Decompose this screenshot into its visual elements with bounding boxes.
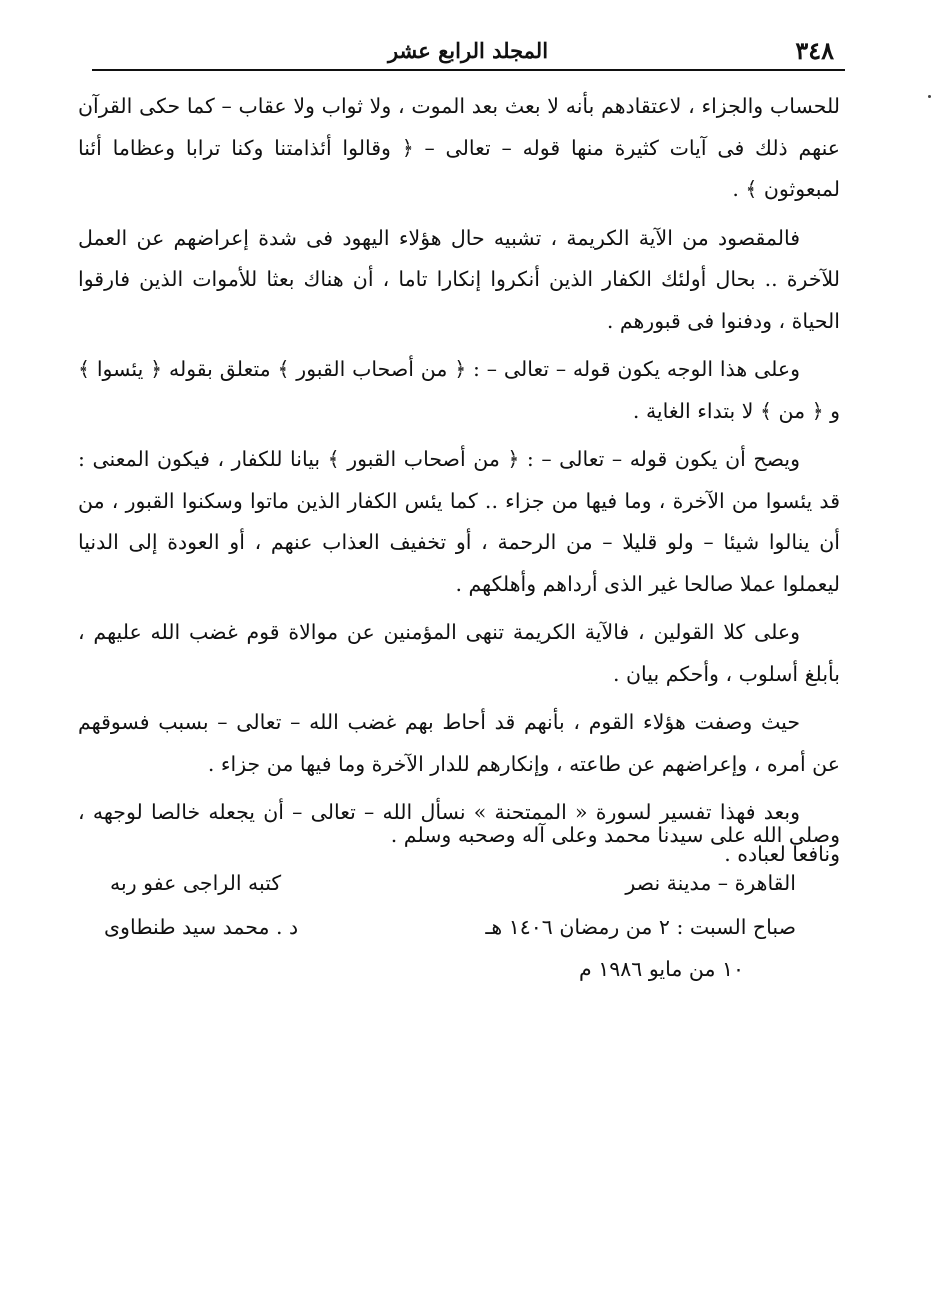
closing-prayer: وصلى الله على سيدنا محمد وعلى آله وصحبه وسلم . [390, 823, 840, 847]
paragraph: وعلى كلا القولين ، فالآية الكريمة تنهى المؤمنين عن موالاة قوم غضب الله عليهم ، بأبلغ أسلوب ، وأحكم بيان . [78, 620, 840, 686]
page-number: ٣٤٨ [795, 36, 834, 65]
date-hijri: صباح السبت : ٢ من رمضان ١٤٠٦ هـ [485, 915, 796, 939]
paragraph: للحساب والجزاء ، لاعتقادهم بأنه لا بعث بعد الموت ، ولا ثواب ولا عقاب – كما حكى القرآن عنهم ذلك فى آيات كثيرة منها قوله – تعالى – ﴿ وقالوا أئذامتنا وكنا ترابا وعظاما أئنا لمبعوثون ﴾ . [78, 94, 840, 201]
paragraph: وعلى هذا الوجه يكون قوله – تعالى – : ﴿ من أصحاب القبور ﴾ متعلق بقوله ﴿ يئسوا ﴾ و ﴿ من ﴾ لا بتداء الغاية . [78, 357, 840, 423]
paragraph: ويصح أن يكون قوله – تعالى – : ﴿ من أصحاب القبور ﴾ بيانا للكفار ، فيكون المعنى : قد يئسوا من الآخرة ، وما فيها من جزاء .. كما يئس الكفار الذين ماتوا وسكنوا القبور ، من أن ينالوا شيئا – ولو قليلا – من الرحمة ، أو تخفيف العذاب عنهم ، أو العودة إلى الدنيا ليعملوا عملا صالحا غير الذى أرداهم وأهلكهم . [78, 447, 840, 596]
margin-speck [928, 95, 931, 98]
running-title: المجلد الرابع عشر [387, 38, 549, 63]
paragraph: حيث وصفت هؤلاء القوم ، بأنهم قد أحاط بهم غضب الله – تعالى – بسبب فسوقهم عن أمره ، وإعراضهم عن طاعته ، وإنكارهم للدار الآخرة وما فيها من جزاء . [78, 710, 840, 776]
body-text [78, 86, 840, 882]
place-of-writing: القاهرة – مدينة نصر [625, 871, 796, 895]
paragraph: فالمقصود من الآية الكريمة ، تشبيه حال هؤلاء اليهود فى شدة إعراضهم عن العمل للآخرة .. بحال أولئك الكفار الذين أنكروا إنكارا تاما ، أن هناك بعثا للأموات الذين فارقوا الحياة ، ودفنوا فى قبورهم . [78, 225, 840, 333]
author-name: د . محمد سيد طنطاوى [104, 915, 299, 939]
date-gregorian: ١٠ من مايو ١٩٨٦ م [579, 957, 744, 981]
author-dedication: كتبه الراجى عفو ربه [110, 871, 282, 895]
header-rule [92, 69, 845, 71]
paragraph: وبعد فهذا تفسير لسورة « الممتحنة » نسأل الله – تعالى – أن يجعله خالصا لوجهه ، ونافعا لعباده . [78, 800, 840, 866]
page-header [88, 30, 848, 70]
